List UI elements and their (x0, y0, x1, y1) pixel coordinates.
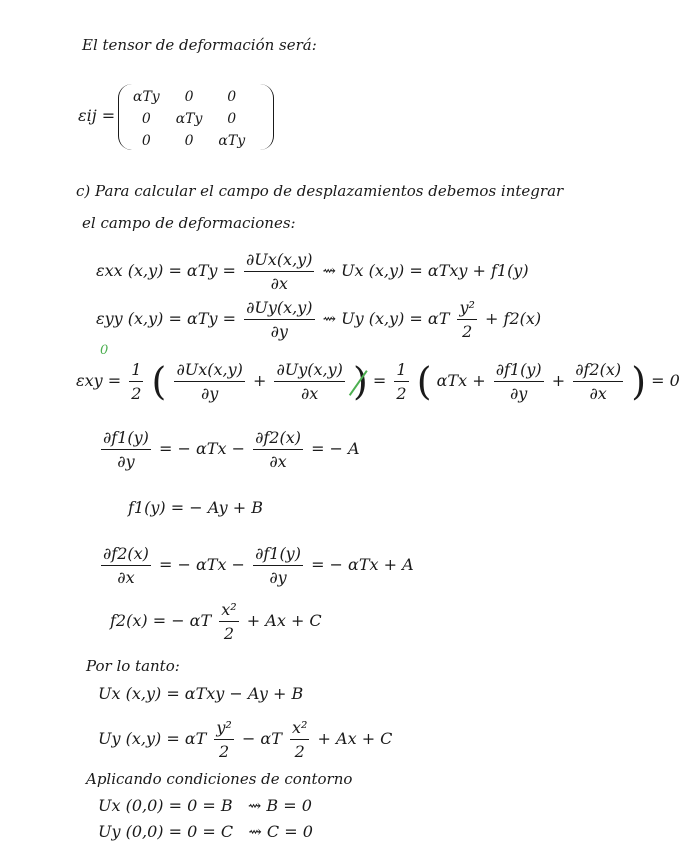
exy-t2-num: ∂Uy(x,y) (274, 360, 344, 382)
f2-fraction (219, 600, 238, 643)
part-c-line2: el campo de deformaciones: (82, 214, 296, 232)
df1-end: = − A (311, 439, 360, 458)
eyy-lhs: εyy (x,y) = αTy = (96, 309, 236, 328)
exy-term2-fraction (274, 360, 344, 403)
intro-text: El tensor de deformación será: (82, 36, 317, 54)
strain-tensor-matrix (118, 84, 274, 150)
df2-den2: ∂y (269, 568, 287, 587)
df1-num2: ∂f2(x) (253, 428, 303, 450)
exx-lhs: εxx (x,y) = αTy = (96, 261, 236, 280)
uy-final-equation (98, 718, 392, 761)
exy-equation (76, 360, 680, 403)
bc2-equation: Uy (0,0) = 0 = C ⇝ C = 0 (98, 822, 313, 841)
exy-term1-fraction (174, 360, 244, 403)
df2-mid: = − αTx − (158, 555, 245, 574)
matrix-cell: αTy (218, 133, 246, 149)
exy-in-a: αTx + (436, 371, 486, 390)
exy-half2-num: 1 (394, 360, 408, 382)
df1-mid: = − αTx − (159, 439, 245, 458)
f2-b: + Ax + C (246, 611, 322, 630)
eyy-rhs-a: ⇝ Uy (x,y) = αT (322, 309, 450, 328)
df2-end: = − αTx + A (311, 555, 414, 574)
exx-num: ∂Ux(x,y) (244, 250, 314, 272)
df1-den2: ∂x (269, 452, 287, 471)
exy-plus-2: + (551, 371, 566, 390)
exy-t2-den: ∂x (301, 384, 319, 403)
uy-fraction-2 (290, 718, 309, 761)
exy-eq: = (372, 371, 387, 390)
df2-num2: ∂f1(y) (253, 544, 303, 566)
matrix-cell: αTy (175, 111, 203, 127)
df1-num: ∂f1(y) (101, 428, 151, 450)
exy-f1-fraction (494, 360, 544, 403)
exy-plus: + (252, 371, 267, 390)
matrix-cell: αTy (133, 89, 160, 105)
f2-den: 2 (223, 624, 235, 643)
exy-f2-num: ∂f2(x) (573, 360, 623, 382)
df2-fraction-2 (253, 544, 303, 587)
df1-fraction-2 (253, 428, 303, 471)
eyy-rhs-den: 2 (462, 322, 473, 341)
exx-fraction (244, 250, 314, 293)
matrix-cell: 0 (227, 111, 237, 127)
exy-f2-den: ∂x (589, 384, 607, 403)
aplicando-text: Aplicando condiciones de contorno (86, 770, 353, 788)
close-paren-2: ) (631, 359, 647, 404)
eyy-rhs-b: + f2(x) (485, 309, 542, 328)
part-c-line1: c) Para calcular el campo de desplazamientos debemos integrar (76, 182, 564, 200)
exy-t1-num: ∂Ux(x,y) (174, 360, 244, 382)
exx-den: ∂x (270, 274, 288, 293)
f1-equation: f1(y) = − Ay + B (128, 498, 263, 517)
exy-f1-num: ∂f1(y) (494, 360, 544, 382)
exx-equation (96, 250, 529, 293)
df2-num: ∂f2(x) (101, 544, 151, 566)
exy-half2-den: 2 (396, 384, 407, 403)
uy-f2-den: 2 (294, 742, 305, 761)
eyy-equation (96, 298, 541, 341)
df1-equation (98, 428, 360, 471)
df2-equation (98, 544, 414, 587)
ux-final-equation: Ux (x,y) = αTxy − Ay + B (98, 684, 304, 703)
uy-f1-num: y² (214, 718, 233, 740)
exy-half-num: 1 (129, 360, 143, 382)
uy-a: Uy (x,y) = αT (98, 729, 207, 748)
exy-f2-fraction (573, 360, 623, 403)
matrix-cell: 0 (184, 89, 194, 105)
exy-f1-den: ∂y (510, 384, 528, 403)
por-tanto-text: Por lo tanto: (86, 657, 180, 675)
df2-fraction (101, 544, 151, 587)
eyy-rhs-fraction (457, 298, 476, 341)
matrix-cell: 0 (141, 133, 151, 149)
eyy-fraction (244, 298, 314, 341)
exy-t1-den: ∂y (200, 384, 219, 403)
exy-half-den: 2 (131, 384, 142, 403)
uy-fraction-1 (214, 718, 233, 761)
close-paren: ) (352, 359, 368, 404)
uy-c: + Ax + C (317, 729, 393, 748)
f2-equation (110, 600, 322, 643)
green-zero-mark: 0 (100, 343, 109, 358)
df2-den: ∂x (117, 568, 135, 587)
exy-end: = 0 (651, 371, 680, 390)
uy-b: − αT (241, 729, 282, 748)
matrix-cell: 0 (141, 111, 151, 127)
tensor-lhs: εij = (78, 106, 116, 125)
exy-lhs: εxy = (76, 371, 122, 390)
df1-den: ∂y (117, 452, 135, 471)
exy-half2-fraction (394, 360, 408, 403)
eyy-den: ∂y (270, 322, 288, 341)
open-paren: ( (151, 359, 167, 404)
matrix-cell: 0 (184, 133, 194, 149)
matrix-cell: 0 (227, 89, 237, 105)
bc1-equation: Ux (0,0) = 0 = B ⇝ B = 0 (98, 796, 312, 815)
uy-f1-den: 2 (219, 742, 230, 761)
uy-f2-num: x² (290, 718, 309, 740)
eyy-num: ∂Uy(x,y) (244, 298, 314, 320)
df1-fraction (101, 428, 151, 471)
eyy-rhs-num: y² (457, 298, 476, 320)
exx-rhs: ⇝ Ux (x,y) = αTxy + f1(y) (322, 261, 529, 280)
f2-a: f2(x) = − αT (110, 611, 212, 630)
f2-num: x² (219, 600, 238, 622)
exy-half-fraction (129, 360, 143, 403)
open-paren-2: ( (416, 359, 432, 404)
